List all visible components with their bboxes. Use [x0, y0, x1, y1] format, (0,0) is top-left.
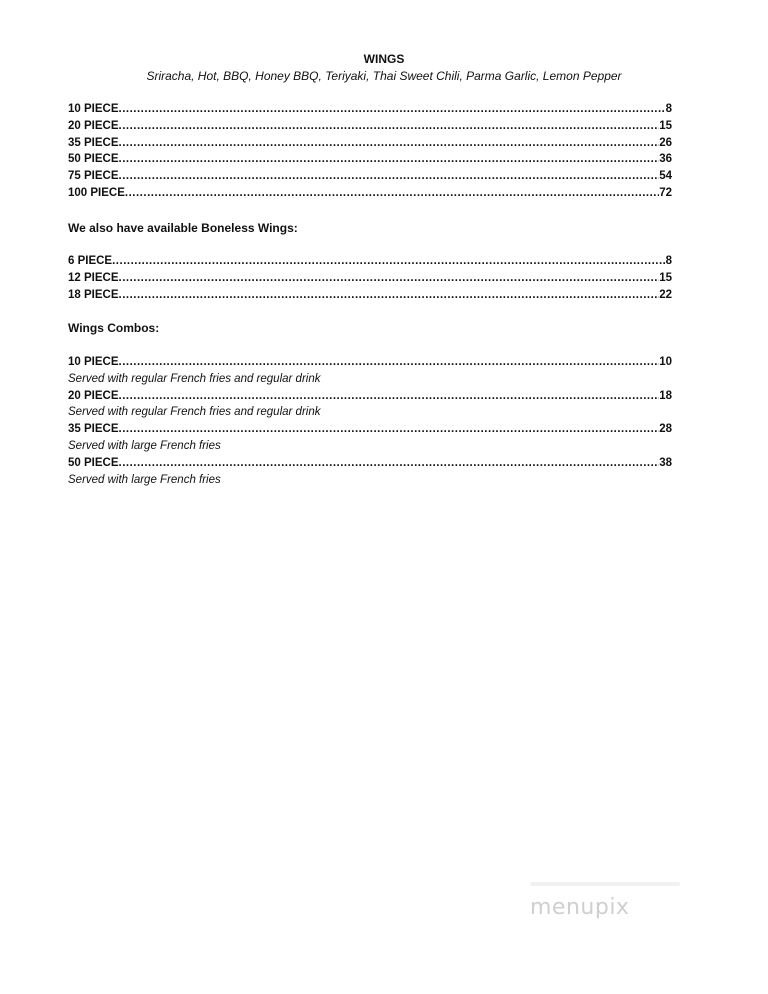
- dot-leader: [119, 151, 660, 168]
- menu-item: [68, 101, 672, 118]
- item-name: 12 PIECE: [68, 271, 119, 284]
- dot-leader: [119, 388, 660, 405]
- dot-leader: [119, 270, 660, 287]
- item-note: Served with regular French fries and regular drink: [68, 372, 321, 385]
- item-price: 15: [659, 119, 672, 132]
- item-note: Served with large French fries: [68, 473, 221, 486]
- dot-leader: [112, 253, 665, 270]
- dot-leader: [119, 135, 660, 152]
- item-price: 8: [665, 103, 672, 115]
- dot-leader: [119, 118, 660, 135]
- dot-leader: [119, 168, 660, 185]
- menu-item: [68, 270, 672, 287]
- item-name: 35 PIECE: [68, 423, 119, 436]
- menu-item: [68, 388, 672, 405]
- item-note: Served with regular French fries and regular drink: [68, 406, 321, 419]
- boneless-heading: We also have available Boneless Wings:: [68, 221, 298, 235]
- menu-item: [68, 151, 672, 168]
- item-name: 100 PIECE: [68, 186, 125, 199]
- menu-item: [68, 421, 672, 438]
- item-name: 10 PIECE: [68, 356, 119, 368]
- menu-item: [68, 253, 672, 270]
- item-price: 38: [659, 456, 672, 469]
- dot-leader: [119, 354, 660, 371]
- item-price: 18: [659, 389, 672, 402]
- combos-price-list: [68, 354, 672, 488]
- page-title: WINGS: [363, 52, 405, 66]
- item-name: 35 PIECE: [68, 136, 119, 149]
- item-name: 75 PIECE: [68, 170, 119, 183]
- item-price: 28: [659, 423, 672, 436]
- item-price: 36: [659, 153, 672, 166]
- menu-item: [68, 168, 672, 185]
- item-price: 8: [665, 255, 672, 267]
- item-name: 50 PIECE: [68, 153, 119, 166]
- combos-heading: Wings Combos:: [68, 321, 160, 335]
- item-name: 20 PIECE: [68, 119, 119, 132]
- item-name: 6 PIECE: [68, 255, 113, 267]
- item-price: 72: [659, 186, 672, 199]
- item-name: 10 PIECE: [68, 103, 119, 115]
- menu-item: [68, 287, 672, 304]
- boneless-price-list: [68, 253, 672, 303]
- menu-item: [68, 455, 672, 472]
- menu-item: [68, 354, 672, 371]
- dot-leader: [119, 455, 660, 472]
- dot-leader: [119, 287, 660, 304]
- menu-item: [68, 185, 672, 202]
- menu-item: [68, 118, 672, 135]
- menu-item: [68, 135, 672, 152]
- item-price: 26: [659, 136, 672, 149]
- item-price: 15: [659, 271, 672, 284]
- item-price: 54: [659, 170, 672, 183]
- item-name: 18 PIECE: [68, 288, 119, 301]
- wings-price-list: [68, 101, 672, 202]
- dot-leader: [125, 185, 659, 202]
- dot-leader: [119, 101, 666, 118]
- item-price: 10: [659, 356, 672, 368]
- item-name: 20 PIECE: [68, 389, 119, 402]
- item-price: 22: [659, 288, 672, 301]
- dot-leader: [119, 421, 660, 438]
- item-name: 50 PIECE: [68, 456, 119, 469]
- flavor-list: Sriracha, Hot, BBQ, Honey BBQ, Teriyaki, Thai Sweet Chili, Parma Garlic, Lemon Pepper: [146, 69, 622, 83]
- watermark-logo: menupix: [530, 895, 630, 920]
- item-note: Served with large French fries: [68, 439, 221, 452]
- watermark-bar: [530, 882, 680, 886]
